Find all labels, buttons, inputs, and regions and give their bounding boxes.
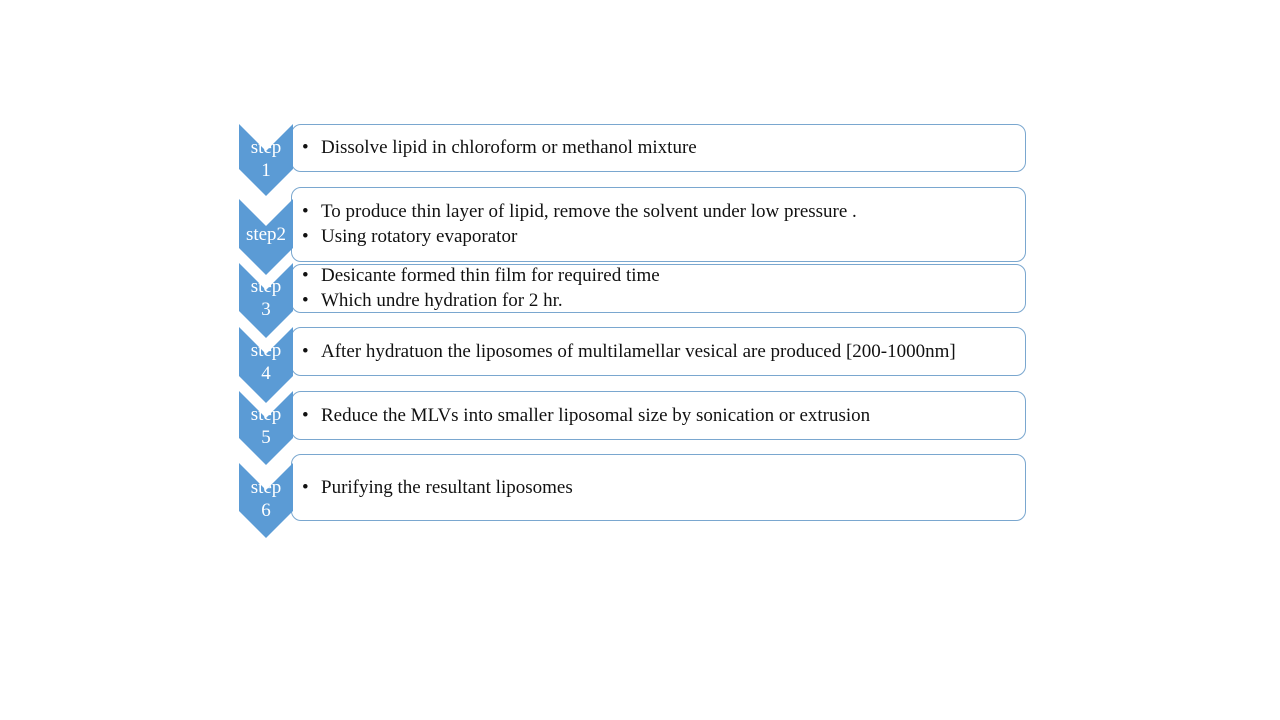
step-1-box [291, 124, 1026, 172]
step-1-bullet-list [302, 135, 1005, 161]
step-3-box [291, 264, 1026, 313]
step-6-bullet: • Purifying the resultant liposomes [302, 476, 1005, 500]
step-2-bullet: • To produce thin layer of lipid, remove the solvent under low pressure . [302, 200, 1005, 224]
step-5-chevron [239, 391, 293, 465]
step-5-bullet-list [302, 403, 1005, 429]
step-2-box [291, 187, 1026, 262]
step-6-chevron [239, 463, 293, 538]
step-2-bullet-list [302, 199, 1005, 250]
step-3-label: step 3 [250, 276, 282, 320]
step-1-label: step 1 [250, 137, 282, 181]
step-4-box [291, 327, 1026, 376]
step-3-bullet-list [302, 263, 1005, 314]
step-2-label: step2 [245, 224, 287, 245]
step-1-chevron [239, 124, 293, 196]
step-3-bullet: • Desicante formed thin film for required time [302, 264, 1005, 288]
step-2-bullet: • Using rotatory evaporator [302, 225, 1005, 249]
step-6-bullet-list [302, 475, 1005, 501]
step-5-bullet: • Reduce the MLVs into smaller liposomal size by sonication or extrusion [302, 404, 1005, 428]
step-3-bullet: • Which undre hydration for 2 hr. [302, 289, 1005, 313]
step-6-label: step 6 [250, 477, 282, 521]
step-5-label: step 5 [250, 404, 282, 448]
step-4-label: step 4 [250, 340, 282, 384]
step-4-bullet: • After hydratuon the liposomes of multilamellar vesical are produced [200-1000nm] [302, 340, 1005, 364]
step-6-box [291, 454, 1026, 521]
step-5-box [291, 391, 1026, 440]
step-4-bullet-list [302, 339, 1005, 365]
step-1-bullet: • Dissolve lipid in chloroform or methanol mixture [302, 136, 1005, 160]
